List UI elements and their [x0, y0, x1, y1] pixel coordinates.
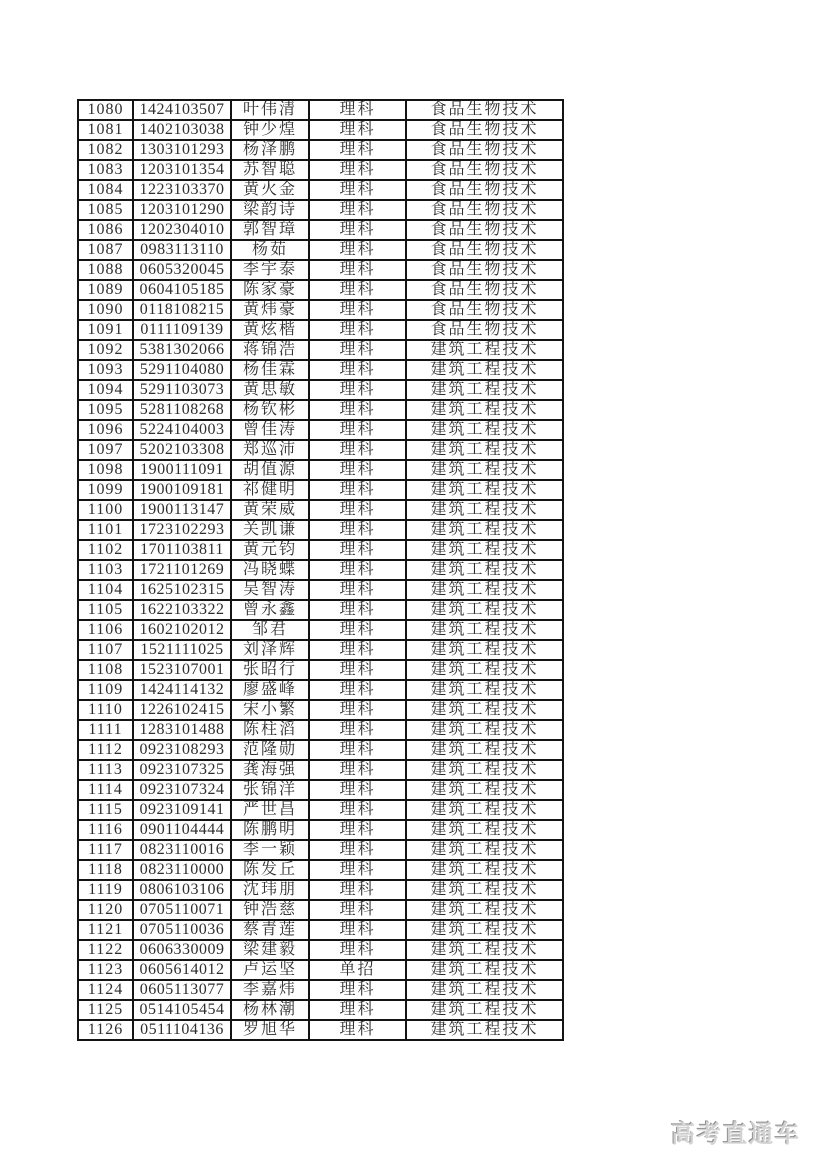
seq-cell: 1120: [78, 900, 133, 920]
subject-cell: 理科: [309, 280, 406, 300]
name-cell: 曾永鑫: [231, 600, 309, 620]
major-cell: 建筑工程技术: [406, 1000, 563, 1020]
name-cell: 杨泽鹏: [231, 140, 309, 160]
major-cell: 建筑工程技术: [406, 420, 563, 440]
seq-cell: 1125: [78, 1000, 133, 1020]
exam-id-cell: 0823110016: [133, 840, 231, 860]
table-row: [78, 160, 563, 180]
subject-cell: 理科: [309, 740, 406, 760]
seq-cell: 1111: [78, 720, 133, 740]
subject-cell: 理科: [309, 120, 406, 140]
major-cell: 建筑工程技术: [406, 900, 563, 920]
table-row: [78, 220, 563, 240]
seq-cell: 1113: [78, 760, 133, 780]
major-cell: 建筑工程技术: [406, 460, 563, 480]
exam-id-cell: 1402103038: [133, 120, 231, 140]
major-cell: 建筑工程技术: [406, 580, 563, 600]
exam-id-cell: 5202103308: [133, 440, 231, 460]
table-row: [78, 520, 563, 540]
subject-cell: 理科: [309, 200, 406, 220]
seq-cell: 1114: [78, 780, 133, 800]
seq-cell: 1104: [78, 580, 133, 600]
subject-cell: 单招: [309, 960, 406, 980]
seq-cell: 1093: [78, 360, 133, 380]
exam-id-cell: 5291103073: [133, 380, 231, 400]
seq-cell: 1102: [78, 540, 133, 560]
subject-cell: 理科: [309, 760, 406, 780]
major-cell: 食品生物技术: [406, 280, 563, 300]
seq-cell: 1098: [78, 460, 133, 480]
seq-cell: 1107: [78, 640, 133, 660]
subject-cell: 理科: [309, 380, 406, 400]
major-cell: 建筑工程技术: [406, 720, 563, 740]
table-row: [78, 600, 563, 620]
exam-id-cell: 0511104136: [133, 1020, 231, 1040]
subject-cell: 理科: [309, 220, 406, 240]
subject-cell: 理科: [309, 180, 406, 200]
seq-cell: 1094: [78, 380, 133, 400]
name-cell: 钟浩慈: [231, 900, 309, 920]
exam-id-cell: 0901104444: [133, 820, 231, 840]
subject-cell: 理科: [309, 300, 406, 320]
subject-cell: 理科: [309, 1000, 406, 1020]
table-row: [78, 920, 563, 940]
exam-id-cell: 1226102415: [133, 700, 231, 720]
seq-cell: 1099: [78, 480, 133, 500]
name-cell: 杨钦彬: [231, 400, 309, 420]
seq-cell: 1110: [78, 700, 133, 720]
subject-cell: 理科: [309, 400, 406, 420]
name-cell: 郑巡沛: [231, 440, 309, 460]
table-row: [78, 440, 563, 460]
name-cell: 梁韵诗: [231, 200, 309, 220]
major-cell: 建筑工程技术: [406, 880, 563, 900]
name-cell: 邹君: [231, 620, 309, 640]
table-row: [78, 560, 563, 580]
exam-id-cell: 0606330009: [133, 940, 231, 960]
exam-id-cell: 5291104080: [133, 360, 231, 380]
seq-cell: 1101: [78, 520, 133, 540]
major-cell: 食品生物技术: [406, 300, 563, 320]
name-cell: 梁建毅: [231, 940, 309, 960]
subject-cell: 理科: [309, 540, 406, 560]
exam-id-cell: 1723102293: [133, 520, 231, 540]
major-cell: 建筑工程技术: [406, 980, 563, 1000]
subject-cell: 理科: [309, 560, 406, 580]
exam-id-cell: 0604105185: [133, 280, 231, 300]
major-cell: 建筑工程技术: [406, 800, 563, 820]
seq-cell: 1119: [78, 880, 133, 900]
major-cell: 建筑工程技术: [406, 340, 563, 360]
exam-id-cell: 0705110036: [133, 920, 231, 940]
subject-cell: 理科: [309, 420, 406, 440]
major-cell: 建筑工程技术: [406, 620, 563, 640]
table-row: [78, 140, 563, 160]
seq-cell: 1082: [78, 140, 133, 160]
subject-cell: 理科: [309, 520, 406, 540]
seq-cell: 1109: [78, 680, 133, 700]
exam-id-cell: 0118108215: [133, 300, 231, 320]
name-cell: 罗旭华: [231, 1020, 309, 1040]
table-row: [78, 880, 563, 900]
subject-cell: 理科: [309, 320, 406, 340]
name-cell: 宋小繁: [231, 700, 309, 720]
seq-cell: 1116: [78, 820, 133, 840]
name-cell: 胡值源: [231, 460, 309, 480]
name-cell: 曾佳涛: [231, 420, 309, 440]
name-cell: 范隆勋: [231, 740, 309, 760]
seq-cell: 1124: [78, 980, 133, 1000]
subject-cell: 理科: [309, 900, 406, 920]
exam-id-cell: 1900111091: [133, 460, 231, 480]
student-roster-table: [77, 99, 564, 1041]
major-cell: 建筑工程技术: [406, 360, 563, 380]
subject-cell: 理科: [309, 160, 406, 180]
subject-cell: 理科: [309, 880, 406, 900]
exam-id-cell: 1602102012: [133, 620, 231, 640]
major-cell: 食品生物技术: [406, 320, 563, 340]
seq-cell: 1092: [78, 340, 133, 360]
major-cell: 建筑工程技术: [406, 540, 563, 560]
subject-cell: 理科: [309, 340, 406, 360]
major-cell: 建筑工程技术: [406, 780, 563, 800]
name-cell: 陈鹏明: [231, 820, 309, 840]
subject-cell: 理科: [309, 660, 406, 680]
seq-cell: 1095: [78, 400, 133, 420]
seq-cell: 1100: [78, 500, 133, 520]
seq-cell: 1115: [78, 800, 133, 820]
subject-cell: 理科: [309, 980, 406, 1000]
seq-cell: 1089: [78, 280, 133, 300]
exam-id-cell: 1625102315: [133, 580, 231, 600]
name-cell: 苏智聪: [231, 160, 309, 180]
table-row: [78, 100, 563, 120]
table-row: [78, 860, 563, 880]
subject-cell: 理科: [309, 240, 406, 260]
exam-id-cell: 0705110071: [133, 900, 231, 920]
exam-id-cell: 0983113110: [133, 240, 231, 260]
table-row: [78, 820, 563, 840]
exam-id-cell: 0923109141: [133, 800, 231, 820]
major-cell: 建筑工程技术: [406, 840, 563, 860]
table-row: [78, 740, 563, 760]
roster-table-body: [78, 100, 563, 1040]
major-cell: 建筑工程技术: [406, 940, 563, 960]
table-row: [78, 540, 563, 560]
name-cell: 陈家豪: [231, 280, 309, 300]
subject-cell: 理科: [309, 580, 406, 600]
name-cell: 叶伟清: [231, 100, 309, 120]
major-cell: 食品生物技术: [406, 120, 563, 140]
exam-id-cell: 1424114132: [133, 680, 231, 700]
exam-id-cell: 1303101293: [133, 140, 231, 160]
exam-id-cell: 1721101269: [133, 560, 231, 580]
exam-id-cell: 5281108268: [133, 400, 231, 420]
major-cell: 建筑工程技术: [406, 500, 563, 520]
name-cell: 张锦洋: [231, 780, 309, 800]
seq-cell: 1090: [78, 300, 133, 320]
table-row: [78, 240, 563, 260]
name-cell: 陈发丘: [231, 860, 309, 880]
seq-cell: 1080: [78, 100, 133, 120]
major-cell: 建筑工程技术: [406, 660, 563, 680]
name-cell: 卢运坚: [231, 960, 309, 980]
name-cell: 钟少煌: [231, 120, 309, 140]
table-row: [78, 500, 563, 520]
major-cell: 建筑工程技术: [406, 680, 563, 700]
table-row: [78, 1000, 563, 1020]
table-row: [78, 620, 563, 640]
table-row: [78, 640, 563, 660]
subject-cell: 理科: [309, 860, 406, 880]
exam-id-cell: 5381302066: [133, 340, 231, 360]
exam-id-cell: 1523107001: [133, 660, 231, 680]
seq-cell: 1083: [78, 160, 133, 180]
exam-id-cell: 1203101290: [133, 200, 231, 220]
major-cell: 食品生物技术: [406, 240, 563, 260]
name-cell: 黄炜豪: [231, 300, 309, 320]
seq-cell: 1081: [78, 120, 133, 140]
seq-cell: 1097: [78, 440, 133, 460]
name-cell: 陈柱滔: [231, 720, 309, 740]
exam-id-cell: 0514105454: [133, 1000, 231, 1020]
name-cell: 李宇泰: [231, 260, 309, 280]
table-row: [78, 680, 563, 700]
name-cell: 关凯谦: [231, 520, 309, 540]
exam-id-cell: 0923108293: [133, 740, 231, 760]
major-cell: 建筑工程技术: [406, 960, 563, 980]
name-cell: 冯晓蝶: [231, 560, 309, 580]
name-cell: 黄元钧: [231, 540, 309, 560]
subject-cell: 理科: [309, 440, 406, 460]
major-cell: 建筑工程技术: [406, 440, 563, 460]
name-cell: 沈玮朋: [231, 880, 309, 900]
major-cell: 建筑工程技术: [406, 820, 563, 840]
name-cell: 刘泽辉: [231, 640, 309, 660]
subject-cell: 理科: [309, 360, 406, 380]
subject-cell: 理科: [309, 600, 406, 620]
seq-cell: 1096: [78, 420, 133, 440]
name-cell: 吴智涛: [231, 580, 309, 600]
table-row: [78, 380, 563, 400]
table-row: [78, 260, 563, 280]
major-cell: 建筑工程技术: [406, 920, 563, 940]
exam-id-cell: 0806103106: [133, 880, 231, 900]
subject-cell: 理科: [309, 1020, 406, 1040]
subject-cell: 理科: [309, 260, 406, 280]
exam-id-cell: 5224104003: [133, 420, 231, 440]
major-cell: 建筑工程技术: [406, 560, 563, 580]
exam-id-cell: 0823110000: [133, 860, 231, 880]
exam-id-cell: 0923107324: [133, 780, 231, 800]
table-row: [78, 360, 563, 380]
table-row: [78, 420, 563, 440]
table-row: [78, 660, 563, 680]
seq-cell: 1106: [78, 620, 133, 640]
table-row: [78, 300, 563, 320]
name-cell: 杨佳霖: [231, 360, 309, 380]
table-row: [78, 960, 563, 980]
seq-cell: 1088: [78, 260, 133, 280]
seq-cell: 1084: [78, 180, 133, 200]
subject-cell: 理科: [309, 500, 406, 520]
table-row: [78, 940, 563, 960]
seq-cell: 1126: [78, 1020, 133, 1040]
seq-cell: 1103: [78, 560, 133, 580]
subject-cell: 理科: [309, 820, 406, 840]
exam-id-cell: 1202304010: [133, 220, 231, 240]
table-row: [78, 980, 563, 1000]
subject-cell: 理科: [309, 680, 406, 700]
major-cell: 食品生物技术: [406, 260, 563, 280]
subject-cell: 理科: [309, 840, 406, 860]
exam-id-cell: 1521111025: [133, 640, 231, 660]
subject-cell: 理科: [309, 780, 406, 800]
major-cell: 食品生物技术: [406, 220, 563, 240]
seq-cell: 1108: [78, 660, 133, 680]
exam-id-cell: 0605614012: [133, 960, 231, 980]
table-row: [78, 180, 563, 200]
table-row: [78, 400, 563, 420]
major-cell: 建筑工程技术: [406, 760, 563, 780]
seq-cell: 1122: [78, 940, 133, 960]
major-cell: 食品生物技术: [406, 140, 563, 160]
table-row: [78, 760, 563, 780]
table-row: [78, 700, 563, 720]
major-cell: 建筑工程技术: [406, 700, 563, 720]
exam-id-cell: 1701103811: [133, 540, 231, 560]
table-row: [78, 340, 563, 360]
table-row: [78, 800, 563, 820]
seq-cell: 1085: [78, 200, 133, 220]
name-cell: 张昭行: [231, 660, 309, 680]
exam-id-cell: 1424103507: [133, 100, 231, 120]
subject-cell: 理科: [309, 920, 406, 940]
subject-cell: 理科: [309, 800, 406, 820]
name-cell: 蔡青莲: [231, 920, 309, 940]
subject-cell: 理科: [309, 940, 406, 960]
name-cell: 龚海强: [231, 760, 309, 780]
table-row: [78, 200, 563, 220]
exam-id-cell: 0605320045: [133, 260, 231, 280]
major-cell: 建筑工程技术: [406, 1020, 563, 1040]
exam-id-cell: 1223103370: [133, 180, 231, 200]
name-cell: 李嘉炜: [231, 980, 309, 1000]
name-cell: 杨茹: [231, 240, 309, 260]
major-cell: 建筑工程技术: [406, 600, 563, 620]
major-cell: 建筑工程技术: [406, 380, 563, 400]
seq-cell: 1117: [78, 840, 133, 860]
major-cell: 建筑工程技术: [406, 520, 563, 540]
table-row: [78, 580, 563, 600]
name-cell: 蒋锦浩: [231, 340, 309, 360]
table-row: [78, 120, 563, 140]
table-row: [78, 460, 563, 480]
subject-cell: 理科: [309, 140, 406, 160]
table-row: [78, 280, 563, 300]
name-cell: 杨林潮: [231, 1000, 309, 1020]
exam-id-cell: 1900113147: [133, 500, 231, 520]
exam-id-cell: 1203101354: [133, 160, 231, 180]
name-cell: 祁健明: [231, 480, 309, 500]
exam-id-cell: 1900109181: [133, 480, 231, 500]
name-cell: 黄炫楷: [231, 320, 309, 340]
name-cell: 严世昌: [231, 800, 309, 820]
name-cell: 黄荣威: [231, 500, 309, 520]
subject-cell: 理科: [309, 460, 406, 480]
subject-cell: 理科: [309, 700, 406, 720]
exam-id-cell: 1283101488: [133, 720, 231, 740]
major-cell: 食品生物技术: [406, 160, 563, 180]
name-cell: 黄思敏: [231, 380, 309, 400]
seq-cell: 1086: [78, 220, 133, 240]
name-cell: 李一颖: [231, 840, 309, 860]
major-cell: 建筑工程技术: [406, 400, 563, 420]
subject-cell: 理科: [309, 640, 406, 660]
major-cell: 建筑工程技术: [406, 860, 563, 880]
exam-id-cell: 0923107325: [133, 760, 231, 780]
seq-cell: 1118: [78, 860, 133, 880]
major-cell: 建筑工程技术: [406, 480, 563, 500]
name-cell: 黄火金: [231, 180, 309, 200]
table-row: [78, 900, 563, 920]
table-row: [78, 480, 563, 500]
major-cell: 建筑工程技术: [406, 740, 563, 760]
table-row: [78, 320, 563, 340]
exam-id-cell: 0111109139: [133, 320, 231, 340]
name-cell: 廖盛峰: [231, 680, 309, 700]
watermark-gaokao-zhitongche: 高考直通车: [671, 1122, 801, 1148]
major-cell: 食品生物技术: [406, 180, 563, 200]
seq-cell: 1087: [78, 240, 133, 260]
table-row: [78, 720, 563, 740]
subject-cell: 理科: [309, 480, 406, 500]
exam-id-cell: 1622103322: [133, 600, 231, 620]
major-cell: 食品生物技术: [406, 200, 563, 220]
seq-cell: 1123: [78, 960, 133, 980]
table-row: [78, 1020, 563, 1040]
seq-cell: 1112: [78, 740, 133, 760]
name-cell: 郭智璋: [231, 220, 309, 240]
seq-cell: 1091: [78, 320, 133, 340]
major-cell: 建筑工程技术: [406, 640, 563, 660]
subject-cell: 理科: [309, 620, 406, 640]
seq-cell: 1105: [78, 600, 133, 620]
exam-id-cell: 0605113077: [133, 980, 231, 1000]
table-row: [78, 780, 563, 800]
major-cell: 食品生物技术: [406, 100, 563, 120]
subject-cell: 理科: [309, 720, 406, 740]
seq-cell: 1121: [78, 920, 133, 940]
table-row: [78, 840, 563, 860]
subject-cell: 理科: [309, 100, 406, 120]
